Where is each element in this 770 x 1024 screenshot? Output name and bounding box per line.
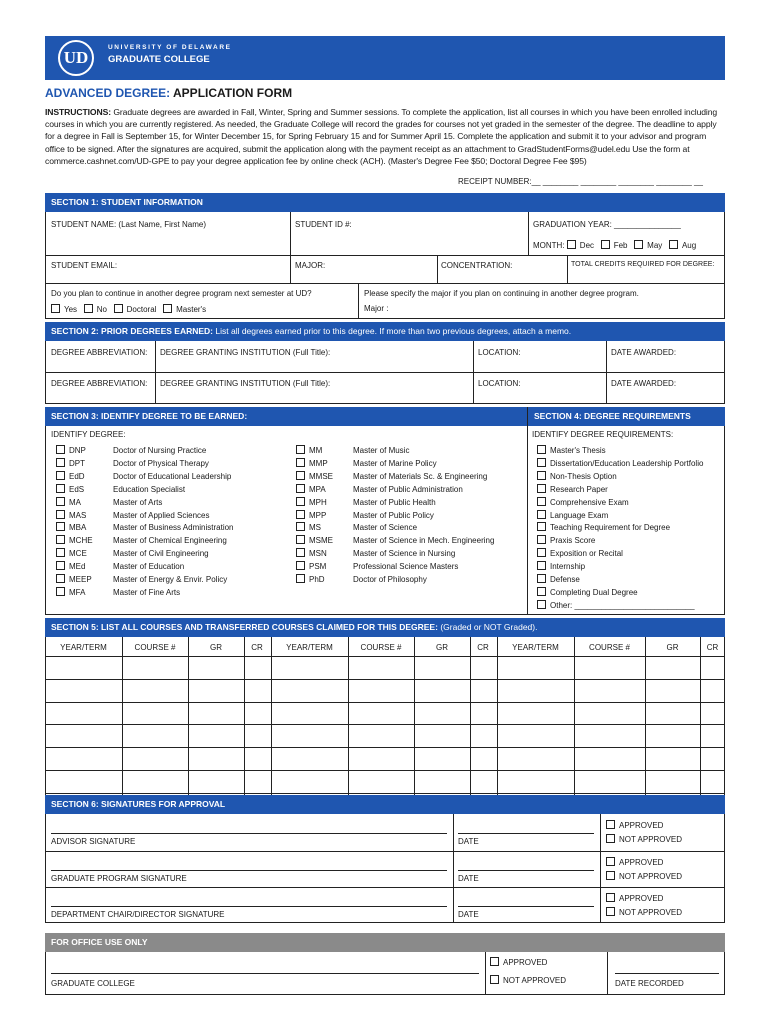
requirement-option[interactable] [537,497,703,510]
signature-field[interactable]: DEPARTMENT CHAIR/DIRECTOR SIGNATURE [51,910,225,919]
continue-options: Yes No Doctoral Master's [51,304,206,314]
requirement-label: Teaching Requirement for Degree [550,523,671,533]
checkbox[interactable] [56,497,65,506]
requirement-label: Internship [550,562,586,572]
checkbox[interactable] [51,304,60,313]
date-field[interactable]: DATE [458,837,479,846]
degree-abbr: MS [309,523,321,533]
requirement-label: Dissertation/Education Leadership Portfolio [550,458,704,468]
degree-name: Master of Music [353,446,410,455]
degree-name: Master of Public Health [353,497,436,507]
checkbox[interactable] [537,587,546,596]
requirement-option[interactable] [537,587,703,600]
requirement-label: Research Paper [550,484,608,494]
degree-option[interactable] [56,548,234,561]
instructions: INSTRUCTIONS: Graduate degrees are awarded in Fall, Winter, Spring and Summer sessions. To complete the application, list all courses in which you have been enrolled including courses in which you are currently registered. As needed, the Graduate College will record the grades for courses not yet graded in the semester of the degree. The deadline to apply for a degree in Fall is September 15, for Winter December 15, for Spring February 15 and for Summer April 15. Complete the application and submit it to your advisor and program office to be signed. After the signatures are acquired, submit the application along with the payment receipt as an attachment to GradStudentForms@udel.edu Use the form at commerce.cashnet.com/UD-GPE to pay your degree application fee by online check (ACH). (Master's Degree Fee $50; Doctoral Degree Fee $95) [45,107,718,166]
degree-option[interactable] [296,574,494,587]
requirement-label: Language Exam [550,510,609,520]
checkbox[interactable] [56,510,65,519]
degree-abbr: DNP [69,446,86,455]
course-row[interactable] [45,748,725,769]
checkbox[interactable] [634,240,643,249]
checkbox[interactable] [606,834,615,843]
requirement-label: Defense [550,575,580,585]
not-approved-option: NOT APPROVED [606,907,682,917]
degree-abbr: MMP [309,458,328,468]
degree-list-2 [296,445,494,587]
degree-option[interactable] [296,497,494,510]
degree-name: Master of Public Administration [353,484,463,494]
degree-option[interactable] [296,445,494,458]
requirement-option[interactable] [537,600,703,613]
signature-field[interactable]: GRADUATE PROGRAM SIGNATURE [51,874,187,883]
checkbox[interactable] [537,535,546,544]
degree-abbr: DPT [69,458,85,468]
student-id-field[interactable]: STUDENT ID #: [295,220,352,229]
degree-option[interactable] [296,484,494,497]
checkbox[interactable] [606,893,615,902]
checkbox[interactable] [296,548,305,557]
degree-abbr: MA [69,497,81,507]
degree-name: Master of Science [353,523,418,533]
date-awarded-2[interactable]: DATE AWARDED: [611,379,677,388]
degree-option[interactable] [56,535,234,548]
student-email-field[interactable]: STUDENT EMAIL: [51,261,118,270]
office-header: FOR OFFICE USE ONLY [45,933,725,952]
requirement-label: Exposition or Recital [550,549,623,559]
checkbox[interactable] [296,458,305,467]
checkbox[interactable] [296,471,305,480]
degree-name: Doctor of Nursing Practice [113,446,207,455]
requirement-label: Completing Dual Degree [550,587,638,597]
degree-option[interactable] [56,561,234,574]
checkbox[interactable] [296,561,305,570]
checkbox[interactable] [537,600,546,609]
degree-abbr: MMSE [309,471,333,481]
requirement-option[interactable] [537,458,703,471]
checkbox[interactable] [163,304,172,313]
degree-abbr: EdD [69,471,85,481]
checkbox[interactable] [537,510,546,519]
checkbox[interactable] [606,871,615,880]
degree-abbr: MPP [309,510,327,520]
degree-abbr: MSME [309,536,333,546]
checkbox[interactable] [537,484,546,493]
checkbox[interactable] [56,471,65,480]
university-name: UNIVERSITY OF DELAWARE [108,44,232,51]
degree-option[interactable] [296,561,494,574]
requirement-option[interactable] [537,574,703,587]
checkbox[interactable] [296,510,305,519]
graduation-year-field[interactable]: GRADUATION YEAR: _______________ [533,220,681,229]
institution-2[interactable]: DEGREE GRANTING INSTITUTION (Full Title): [160,379,331,388]
degree-option[interactable] [56,522,234,535]
degree-name: Master of Education [113,562,185,572]
approved-option: APPROVED [606,820,663,830]
checkbox[interactable] [56,587,65,596]
student-name-field[interactable]: STUDENT NAME: (Last Name, First Name) [51,220,206,229]
requirement-option[interactable] [537,522,703,535]
degree-name: Master of Arts [113,497,163,507]
degree-option[interactable] [56,458,234,471]
requirement-option[interactable] [537,548,703,561]
checkbox[interactable] [537,574,546,583]
checkbox[interactable] [537,445,546,454]
location-1[interactable]: LOCATION: [478,348,521,357]
degree-option[interactable] [296,522,494,535]
credits-field[interactable]: TOTAL CREDITS REQUIRED FOR DEGREE: [571,261,715,268]
course-col-header: YEAR/TERM [286,643,333,652]
degree-option[interactable] [296,510,494,523]
section5-header: SECTION 5: LIST ALL COURSES AND TRANSFERRED COURSES CLAIMED FOR THIS DEGREE: (Graded or NOT Graded). [45,618,725,637]
checkbox[interactable] [296,522,305,531]
degree-name: Doctor of Physical Therapy [113,458,209,468]
checkbox[interactable] [567,240,576,249]
office-not-approved: NOT APPROVED [490,975,566,985]
requirement-label: Other: ___________________________ [550,600,695,610]
checkbox[interactable] [606,907,615,916]
course-col-header: COURSE # [134,643,176,652]
checkbox[interactable] [537,471,546,480]
degree-name: Master of Marine Policy [353,458,437,468]
course-col-header: GR [210,643,222,652]
degree-abbr: MM [309,446,323,455]
course-col-header: CR [477,643,489,652]
requirement-label: Master's Thesis [550,446,606,455]
checkbox[interactable] [56,548,65,557]
checkbox[interactable] [606,857,615,866]
course-row[interactable] [45,680,725,701]
date-field[interactable]: DATE [458,874,479,883]
checkbox[interactable] [296,445,305,454]
checkbox[interactable] [537,497,546,506]
degree-name: Education Specialist [113,484,186,494]
checkbox[interactable] [601,240,610,249]
degree-name: Master of Energy & Envir. Policy [113,575,228,585]
date-awarded-1[interactable]: DATE AWARDED: [611,348,677,357]
specify-major: Please specify the major if you plan on continuing in another degree program. [364,289,639,298]
degree-option[interactable] [56,497,234,510]
degree-name: Master of Fine Arts [113,587,181,597]
checkbox[interactable] [296,574,305,583]
graduate-college-sig[interactable]: GRADUATE COLLEGE [51,979,135,988]
checkbox[interactable] [56,574,65,583]
degree-abbr-2[interactable]: DEGREE ABBREVIATION: [51,379,148,388]
checkbox[interactable] [537,561,546,570]
requirement-option[interactable] [537,484,703,497]
concentration-field[interactable]: CONCENTRATION: [441,261,513,270]
checkbox[interactable] [114,304,123,313]
degree-name: Master of Science in Mech. Engineering [353,536,495,546]
date-field[interactable]: DATE [458,910,479,919]
checkbox[interactable] [296,484,305,493]
checkbox[interactable] [56,484,65,493]
requirement-label: Praxis Score [550,536,596,546]
checkbox[interactable] [490,957,499,966]
institution-1[interactable]: DEGREE GRANTING INSTITUTION (Full Title): [160,348,331,357]
ud-logo: UD [58,40,94,76]
degree-name: Master of Science in Nursing [353,549,456,559]
degree-abbr: MSN [309,549,327,559]
degree-name: Master of Civil Engineering [113,549,209,559]
checkbox[interactable] [56,445,65,454]
course-row[interactable] [45,703,725,724]
degree-option[interactable] [56,484,234,497]
section3-header: SECTION 3: IDENTIFY DEGREE TO BE EARNED: [45,407,527,426]
major2-field[interactable]: Major : [364,304,389,313]
degree-option[interactable] [296,548,494,561]
signature-field[interactable]: ADVISOR SIGNATURE [51,837,136,846]
major-field[interactable]: MAJOR: [295,261,326,270]
checkbox[interactable] [669,240,678,249]
checkbox[interactable] [296,497,305,506]
date-recorded[interactable]: DATE RECORDED [615,979,684,988]
degree-name: Master of Chemical Engineering [113,536,227,546]
section6-header: SECTION 6: SIGNATURES FOR APPROVAL [45,795,725,814]
degree-name: Master of Applied Sciences [113,510,210,520]
not-approved-option: NOT APPROVED [606,871,682,881]
checkbox[interactable] [537,522,546,531]
degree-abbr: MEd [69,562,86,572]
requirement-option[interactable] [537,471,703,484]
continue-question: Do you plan to continue in another degree program next semester at UD? [51,289,312,298]
checkbox[interactable] [84,304,93,313]
degree-abbr-1[interactable]: DEGREE ABBREVIATION: [51,348,148,357]
not-approved-option: NOT APPROVED [606,834,682,844]
checkbox[interactable] [490,975,499,984]
checkbox[interactable] [296,535,305,544]
requirement-option[interactable] [537,535,703,548]
degree-list-1 [56,445,234,600]
degree-name: Professional Science Masters [353,562,459,572]
checkbox[interactable] [606,820,615,829]
requirement-list [537,445,703,613]
degree-abbr: PhD [309,575,325,585]
degree-option[interactable] [296,471,494,484]
requirement-option[interactable] [537,445,703,458]
degree-abbr: MPH [309,497,327,507]
course-col-header: CR [251,643,263,652]
degree-abbr: MCHE [69,536,93,546]
requirement-option[interactable] [537,561,703,574]
section1-header: SECTION 1: STUDENT INFORMATION [45,193,725,212]
requirement-label: Non-Thesis Option [550,471,617,481]
checkbox[interactable] [56,458,65,467]
degree-abbr: MFA [69,587,86,597]
section2-header: SECTION 2: PRIOR DEGREES EARNED: List all degrees earned prior to this degree. If more than two previous degrees, attach a memo. [45,322,725,341]
requirement-option[interactable] [537,510,703,523]
degree-name: Master of Public Policy [353,510,434,520]
approved-option: APPROVED [606,857,663,867]
requirement-label: Comprehensive Exam [550,497,629,507]
course-col-header: CR [706,643,719,652]
degree-abbr: EdS [69,484,85,494]
course-row[interactable] [45,725,725,746]
identify-req-label: IDENTIFY DEGREE REQUIREMENTS: [532,430,674,439]
location-2[interactable]: LOCATION: [478,379,521,388]
degree-option[interactable] [56,587,234,600]
checkbox[interactable] [56,561,65,570]
course-col-header: COURSE # [360,643,402,652]
degree-name: Master of Business Administration [113,523,234,533]
degree-option[interactable] [56,510,234,523]
degree-option[interactable] [296,458,494,471]
identify-degree-label: IDENTIFY DEGREE: [51,430,126,439]
degree-abbr: MEEP [69,575,92,585]
checkbox[interactable] [537,458,546,467]
degree-name: Doctor of Educational Leadership [113,471,232,481]
section4-header: SECTION 4: DEGREE REQUIREMENTS [528,407,725,426]
degree-option[interactable] [296,535,494,548]
course-col-header: GR [436,643,448,652]
course-col-header: COURSE # [589,643,630,652]
degree-abbr: MBA [69,523,87,533]
degree-option[interactable] [56,471,234,484]
office-approved: APPROVED [490,957,547,967]
checkbox[interactable] [56,522,65,531]
degree-option[interactable] [56,574,234,587]
degree-abbr: PSM [309,562,327,572]
degree-abbr: MAS [69,510,87,520]
degree-option[interactable] [56,445,234,458]
month-row: MONTH: Dec Feb May Aug [533,241,697,250]
page-title: ADVANCED DEGREE: APPLICATION FORM [45,86,293,100]
approved-option: APPROVED [606,893,663,903]
degree-abbr: MCE [69,549,87,559]
degree-name: Master of Materials Sc. & Engineering [353,471,488,481]
course-col-header: GR [666,643,679,652]
checkbox[interactable] [537,548,546,557]
course-row[interactable] [45,771,725,792]
course-col-header: YEAR/TERM [512,643,559,652]
degree-abbr: MPA [309,484,326,494]
degree-name: Doctor of Philosophy [353,575,427,585]
college-name: GRADUATE COLLEGE [108,54,210,65]
course-col-header: YEAR/TERM [60,643,107,652]
receipt-number[interactable]: RECEIPT NUMBER:__ ________ ________ ________ ________ __ [458,177,703,186]
course-row[interactable] [45,657,725,678]
checkbox[interactable] [56,535,65,544]
